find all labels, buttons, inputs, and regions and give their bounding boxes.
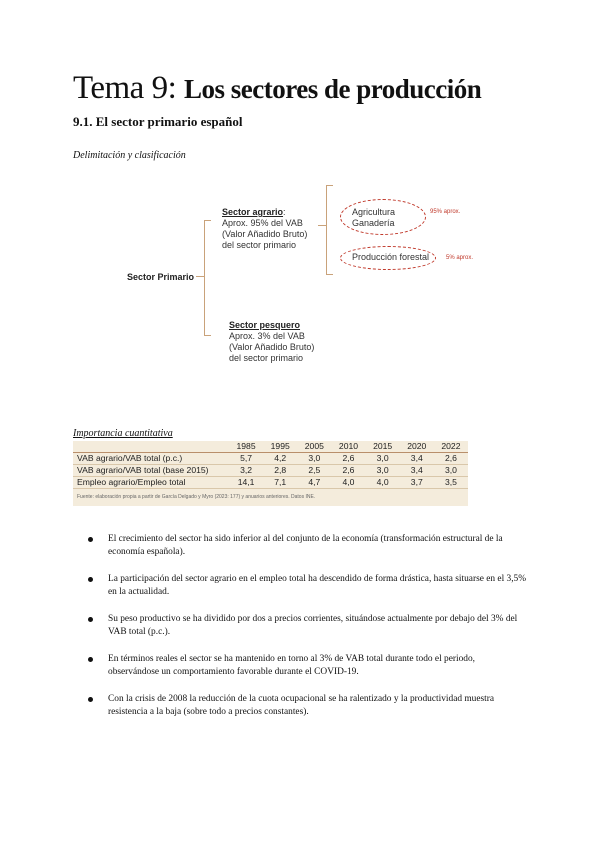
brace-connector xyxy=(196,276,204,277)
list-item: La participación del sector agrario en el empleo total ha descendido de forma drástica, hasta situarse en el 3,5% en la actualidad. xyxy=(88,573,528,599)
table-cell: 3,0 xyxy=(434,465,468,477)
table-row xyxy=(73,477,468,489)
importancia-label: Importancia cuantitativa xyxy=(73,428,173,439)
table-cell: VAB agrario/VAB total (p.c.) xyxy=(73,453,229,465)
table-cell: 5,7 xyxy=(229,453,263,465)
table-cell: 2,6 xyxy=(331,453,365,465)
table-cell: 3,0 xyxy=(297,453,331,465)
delimitacion-label: Delimitación y clasificación xyxy=(73,150,186,161)
table-header-cell: 1995 xyxy=(263,441,297,453)
forestal-label: Producción forestal xyxy=(352,252,430,262)
table-header-cell xyxy=(73,441,229,453)
table-row xyxy=(73,453,468,465)
title-number: Tema 9: xyxy=(73,70,177,106)
brace-left xyxy=(204,220,211,336)
diagram-root-label: Sector Primario xyxy=(127,272,195,282)
agrario-block: Sector agrario: Aprox. 95% del VAB (Valor Añadido Bruto) del sector primario xyxy=(222,207,308,250)
table-cell: 2,6 xyxy=(434,453,468,465)
bullet-dot-icon xyxy=(88,657,93,662)
table-header-cell: 2015 xyxy=(366,441,400,453)
table-cell: 2,8 xyxy=(263,465,297,477)
table-header-cell: 2022 xyxy=(434,441,468,453)
list-item: Su peso productivo se ha dividido por dos a precios corrientes, situándose actualmente por debajo del 3% del VAB total (p.c.). xyxy=(88,613,528,639)
table-header-cell: 2020 xyxy=(400,441,434,453)
table-cell: 2,6 xyxy=(331,465,365,477)
agricultura-note: 95% aprox. xyxy=(430,209,461,215)
table-cell: 3,0 xyxy=(366,465,400,477)
forestal-note: 5% aprox. xyxy=(446,255,474,261)
bullet-list xyxy=(88,533,528,733)
table-header-cell: 2010 xyxy=(331,441,365,453)
bullet-dot-icon xyxy=(88,617,93,622)
page-title xyxy=(73,70,481,107)
table-cell: 3,7 xyxy=(400,477,434,489)
pesquero-block: Sector pesquero Aprox. 3% del VAB (Valor Añadido Bruto) del sector primario xyxy=(229,320,315,363)
bullet-dot-icon xyxy=(88,697,93,702)
list-item: El crecimiento del sector ha sido inferior al del conjunto de la economía (transformación estructural de la economía española). xyxy=(88,533,528,559)
brace-connector xyxy=(318,225,326,226)
table-cell: 14,1 xyxy=(229,477,263,489)
table-row xyxy=(73,465,468,477)
table-cell: 3,0 xyxy=(366,453,400,465)
table-cell: 3,2 xyxy=(229,465,263,477)
data-table xyxy=(73,441,468,506)
table-header-cell: 2005 xyxy=(297,441,331,453)
table-source: Fuente: elaboración propia a partir de García Delgado y Myro (2023: 177) y anuarios anteriores. Datos INE. xyxy=(77,494,316,500)
table-cell: 3,4 xyxy=(400,453,434,465)
brace-right xyxy=(326,185,333,275)
table-header-cell: 1985 xyxy=(229,441,263,453)
table-header-row xyxy=(73,441,468,453)
table-cell: 3,4 xyxy=(400,465,434,477)
table-cell: 4,0 xyxy=(366,477,400,489)
list-item: En términos reales el sector se ha mantenido en torno al 3% de VAB total durante todo el periodo, observándose un comportamiento favorable durante el COVID-19. xyxy=(88,653,528,679)
table-cell: 4,0 xyxy=(331,477,365,489)
list-item: Con la crisis de 2008 la reducción de la cuota ocupacional se ha ralentizado y la productividad muestra resistencia a la baja (sobre todo a precios constantes). xyxy=(88,693,528,719)
table-cell: 4,7 xyxy=(297,477,331,489)
section-title: 9.1. El sector primario español xyxy=(73,114,243,129)
table-cell: Empleo agrario/Empleo total xyxy=(73,477,229,489)
table-cell: VAB agrario/VAB total (base 2015) xyxy=(73,465,229,477)
table-cell: 7,1 xyxy=(263,477,297,489)
table-cell: 2,5 xyxy=(297,465,331,477)
bullet-dot-icon xyxy=(88,537,93,542)
table-cell: 3,5 xyxy=(434,477,468,489)
title-text: Los sectores de producción xyxy=(183,74,482,104)
agricultura-label: Agricultura Ganadería xyxy=(352,207,396,228)
table-cell: 4,2 xyxy=(263,453,297,465)
bullet-dot-icon xyxy=(88,577,93,582)
